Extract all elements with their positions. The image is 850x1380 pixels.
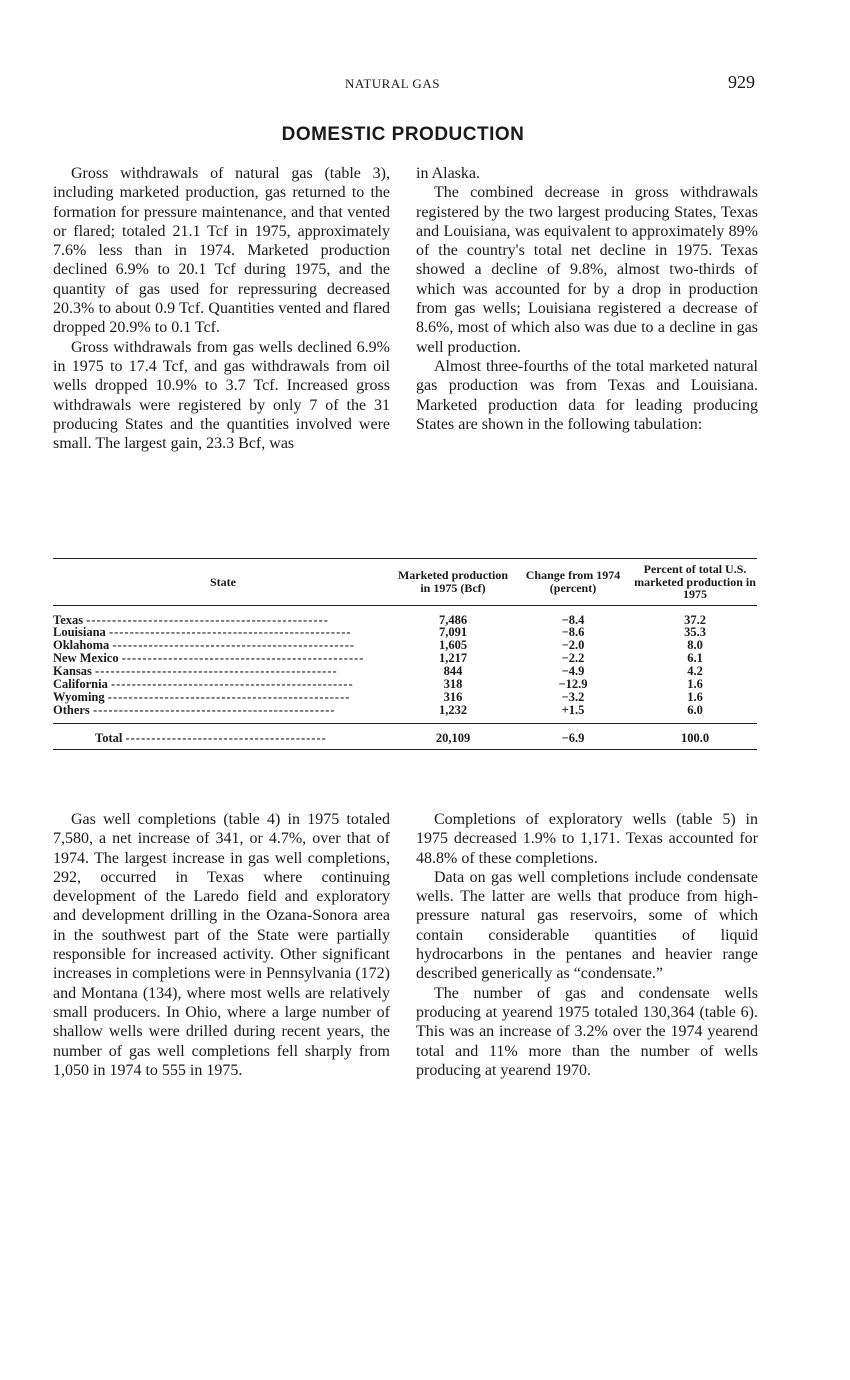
percent-value: 1.6 bbox=[687, 677, 703, 692]
state-name: New Mexico bbox=[53, 652, 119, 666]
state-name: Wyoming bbox=[53, 690, 105, 704]
change-value: −8.4 bbox=[561, 612, 585, 627]
change-value: +1.5 bbox=[561, 702, 585, 717]
paragraph: Gross withdrawals of natural gas (table 3), including marketed production, gas returned to the formation for pressure maintenance, and that vented or flared; totaled 21.1 Tcf in 1975, approximately 7.6% less than in 1974. Marketed production declined 6.9% to 20.1 Tcf during 1975, and the quantity of gas used for repressuring decreased 20.3% to about 0.9 Tcf. Quantities vented and flared dropped 20.9% to 0.1 Tcf. bbox=[53, 165, 390, 337]
percent-value: 8.0 bbox=[687, 638, 703, 653]
state-name: Oklahoma bbox=[53, 639, 110, 653]
change-value: −2.0 bbox=[561, 638, 585, 653]
paragraph: Data on gas well completions include condensate wells. The latter are wells that produce from high-pressure natural gas reservoirs, some of which contain considerable quantities of liquid hydrocarbons in the pentanes and heavier range described generically as “condensate.” bbox=[416, 868, 758, 983]
state-name: Texas bbox=[53, 612, 84, 627]
table-bottom-rule bbox=[53, 749, 757, 750]
percent-value: 6.0 bbox=[687, 702, 703, 717]
percent-value: 6.1 bbox=[687, 651, 703, 666]
page-number: 929 bbox=[728, 72, 755, 92]
table-row: New Mexico ----------------------------------------------- 1,217 −2.2 6.1 bbox=[53, 652, 757, 665]
production-table bbox=[53, 558, 757, 750]
table-header-row bbox=[53, 559, 757, 606]
table-row: Oklahoma ----------------------------------------------- 1,605 −2.0 8.0 bbox=[53, 639, 757, 652]
table-row: Texas ----------------------------------------------- 7,486 −8.4 37.2 bbox=[53, 605, 757, 626]
marketed-value: 316 bbox=[443, 689, 463, 704]
marketed-value: 7,486 bbox=[438, 612, 468, 627]
change-value: −2.2 bbox=[561, 651, 585, 666]
change-value: −4.9 bbox=[561, 664, 585, 679]
state-name: California bbox=[53, 678, 108, 691]
marketed-value: 318 bbox=[443, 677, 463, 692]
paragraph: Gross withdrawals from gas wells declined 6.9% in 1975 to 17.4 Tcf, and gas withdrawals from oil wells dropped 10.9% to 3.7 Tcf. Increased gross withdrawals were registered by only 7 of the 31 producing States and the quantities involved were small. The largest gain, 23.3 Bcf, was bbox=[53, 338, 390, 453]
total-label: Total bbox=[95, 730, 123, 745]
paragraph: Almost three-fourths of the total marketed natural gas production was from Texas and Louisiana. Marketed production data for leading producing States are shown in the following tabulation: bbox=[416, 357, 758, 433]
paragraph: Completions of exploratory wells (table 5) in 1975 decreased 1.9% to 1,171. Texas accounted for 48.8% of these completions. bbox=[416, 811, 758, 867]
table-row: Others ----------------------------------------------- 1,232 +1.5 6.0 bbox=[53, 704, 757, 723]
paragraph: The combined decrease in gross withdrawals registered by the two largest producing States, Texas and Louisiana, was equivalent to approximately 89% of the country's total net decline in 1975. Texas showed a decline of 9.8%, almost two-thirds of which was accounted for by a drop in production from gas wells; Louisiana registered a decrease of 8.6%, most of which also was due to a decline in gas well production. bbox=[416, 184, 758, 356]
marketed-value: 1,217 bbox=[438, 651, 468, 666]
percent-value: 35.3 bbox=[684, 625, 706, 640]
state-name: Kansas bbox=[53, 665, 92, 679]
table-row: Louisiana ----------------------------------------------- 7,091 −8.6 35.3 bbox=[53, 626, 757, 639]
paragraph: The number of gas and condensate wells producing at yearend 1975 totaled 130,364 (table 6). This was an increase of 3.2% over the 1974 yearend total and 11% more than the number of wells producing at yearend 1970. bbox=[416, 984, 758, 1079]
text-column-top-right bbox=[416, 164, 758, 434]
header-state: State bbox=[53, 559, 393, 606]
paragraph: Gas well completions (table 4) in 1975 totaled 7,580, a net increase of 341, or 4.7%, over that of 1974. The largest increase in gas well completions, 292, occurred in Texas where continuing development of the Laredo field and exploratory and development drilling in the Ozana-Sonora area in the southwest part of the State were partially responsible for increased activity. Other significant increases in completions were in Pennsylvania (172) and Montana (134), where most wells are relatively small producers. In Ohio, where a large number of shallow wells were drilled during recent years, the number of gas well completions fell sharply from 1,050 in 1974 to 555 in 1975. bbox=[53, 811, 390, 1079]
section-heading: DOMESTIC PRODUCTION bbox=[281, 124, 525, 145]
table-row: Kansas ----------------------------------------------- 844 −4.9 4.2 bbox=[53, 665, 757, 678]
total-percent: 100.0 bbox=[633, 723, 757, 748]
table-total-row: Total --------------------------------------- 20,109 −6.9 100.0 bbox=[53, 723, 757, 748]
running-head bbox=[0, 72, 850, 96]
table-row: California ----------------------------------------------- 318 −12.9 1.6 bbox=[53, 678, 757, 691]
state-name: Louisiana bbox=[53, 626, 106, 640]
total-change: −6.9 bbox=[513, 723, 633, 748]
change-value: −12.9 bbox=[558, 677, 588, 692]
header-marketed: Marketed production in 1975 (Bcf) bbox=[393, 559, 513, 606]
total-marketed: 20,109 bbox=[393, 723, 513, 748]
state-name: Others bbox=[53, 703, 90, 717]
marketed-value: 1,232 bbox=[438, 702, 468, 717]
percent-value: 4.2 bbox=[687, 664, 703, 679]
change-value: −8.6 bbox=[561, 625, 585, 640]
change-value: −3.2 bbox=[561, 689, 585, 704]
paragraph: in Alaska. bbox=[416, 165, 480, 182]
percent-value: 37.2 bbox=[684, 612, 706, 627]
header-percent: Percent of total U.S. marketed production in 1975 bbox=[633, 559, 757, 606]
header-change: Change from 1974 (percent) bbox=[513, 559, 633, 606]
marketed-value: 1,605 bbox=[438, 638, 468, 653]
percent-value: 1.6 bbox=[687, 689, 703, 704]
marketed-value: 844 bbox=[443, 664, 463, 679]
text-column-top-left bbox=[53, 164, 390, 453]
running-title: NATURAL GAS bbox=[345, 76, 440, 91]
text-column-bottom-right bbox=[416, 810, 758, 1080]
marketed-value: 7,091 bbox=[438, 625, 468, 640]
text-column-bottom-left bbox=[53, 810, 390, 1080]
table-row: Wyoming ----------------------------------------------- 316 −3.2 1.6 bbox=[53, 691, 757, 704]
